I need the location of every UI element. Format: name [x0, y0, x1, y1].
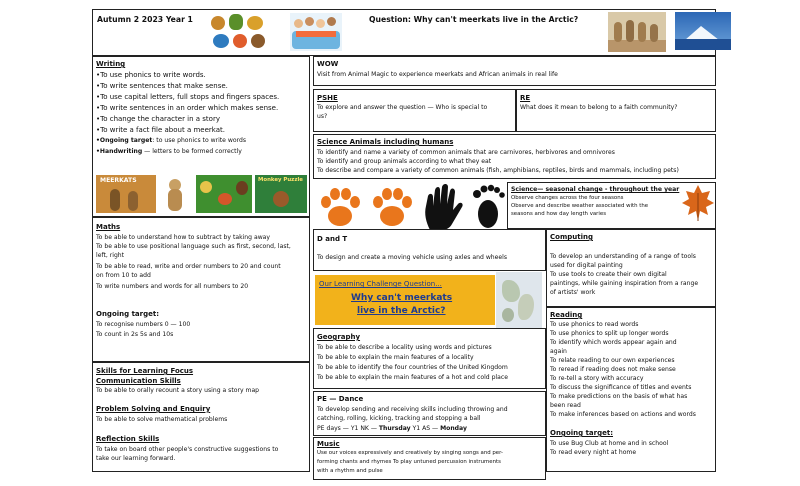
pe-title: PE — Dance — [317, 395, 364, 403]
computing-line: To use tools to create their own digital — [550, 271, 667, 278]
maths-line: on from 10 to add — [96, 272, 151, 279]
maths-line: left, right — [96, 252, 125, 259]
pe-box — [313, 391, 546, 436]
pe-days-prefix: PE days — Y1 NK — — [317, 425, 379, 432]
writing-item: •To use capital letters, full stops and fingers spaces. — [96, 93, 280, 101]
monkey-puzzle-image — [255, 175, 307, 213]
reading-ongoing-line: To use Bug Club at home and in school — [550, 440, 669, 447]
writing-box — [92, 56, 310, 217]
handwriting-label: •Handwriting — [96, 148, 143, 155]
reading-line: To relate reading to our own experiences — [550, 357, 675, 364]
geography-line: To be able to describe a locality using words and pictures — [317, 344, 492, 351]
maths-ongoing-line: To count in 2s 5s and 10s — [96, 331, 174, 338]
reading-line: To re-tell a story with accuracy — [550, 375, 644, 382]
science-box — [313, 134, 716, 179]
reading-line: been read — [550, 402, 581, 409]
geography-line: To be able to explain the main features of a locality — [317, 354, 474, 361]
pe-line: To develop sending and receiving skills including throwing and — [317, 406, 508, 413]
maths-ongoing-line: To recognise numbers 0 — 100 — [96, 321, 191, 328]
reading-line: To use phonics to read words — [550, 321, 639, 328]
music-line: with a rhythm and pulse — [317, 468, 383, 474]
skills-title: Skills for Learning Focus — [96, 367, 194, 375]
re-box — [516, 89, 716, 132]
dt-text: To design and create a moving vehicle using axles and wheels — [317, 254, 508, 261]
dt-title: D and T — [317, 235, 348, 243]
pe-line: catching, rolling, kicking, tracking and stopping a ball — [317, 415, 481, 422]
reading-line: To use phonics to split up longer words — [550, 330, 669, 337]
pe-day-2: Monday — [440, 425, 467, 432]
paw-print-icon — [316, 186, 364, 230]
writing-handwriting — [96, 149, 242, 155]
maths-box — [92, 217, 310, 362]
skills-line: To be able to orally recount a story using a story map — [96, 387, 260, 394]
pshe-line: To explore and answer the question — Who is special to — [317, 104, 488, 111]
writing-ongoing-label: •Ongoing target — [96, 137, 153, 144]
monkey-puzzle-label: Monkey Puzzle — [258, 177, 303, 183]
meerkats-header-image — [608, 12, 666, 52]
science-line: To identify and name a variety of common animals that are carnivores, herbivores and omnivores — [317, 149, 615, 156]
reading-line: To make inferences based on actions and words — [550, 411, 696, 418]
world-map-image — [496, 272, 542, 328]
music-line: forming chants and rhymes To play untuned percussion instruments — [317, 459, 501, 465]
pe-days-mid: Y1 AS — — [410, 425, 441, 432]
music-line: Use our voices expressively and creatively by singing songs and per- — [317, 450, 503, 456]
maths-line: To be able to understand how to subtract by taking away — [96, 234, 271, 241]
skills-heading: Problem Solving and Enquiry — [96, 405, 211, 413]
jungle-animals-image — [196, 175, 252, 213]
arctic-iceberg-image — [675, 12, 731, 50]
challenge-banner — [315, 275, 495, 325]
pshe-line: us? — [317, 113, 328, 120]
reading-line: To make predictions on the basis of what has — [550, 393, 688, 400]
music-box — [313, 437, 546, 480]
maths-line: To be able to use positional language such as first, second, last, — [96, 243, 291, 250]
skills-line: To take on board other people's constructive suggestions to — [96, 446, 279, 453]
animal-toys-image — [207, 12, 269, 52]
computing-line: of artists' work — [550, 289, 596, 296]
computing-line: used for digital painting — [550, 262, 623, 269]
writing-item: •To use phonics to write words. — [96, 71, 206, 79]
writing-item: •To write sentences in an order which makes sense. — [96, 104, 279, 112]
reading-ongoing-title: Ongoing target: — [550, 429, 614, 437]
maths-ongoing-title: Ongoing target: — [96, 310, 160, 318]
writing-item: •To write sentences that make sense. — [96, 82, 228, 90]
re-text: What does it mean to belong to a faith community? — [520, 104, 678, 111]
wow-box — [313, 56, 716, 86]
pe-days — [317, 426, 467, 432]
reading-title: Reading — [550, 311, 583, 319]
skills-line: take our learning forward. — [96, 455, 176, 462]
autumn-leaf-icon — [680, 183, 716, 223]
skills-box — [92, 362, 310, 472]
writing-title: Writing — [96, 60, 126, 68]
wow-text: Visit from Animal Magic to experience meerkats and African animals in real life — [317, 71, 558, 78]
maths-title: Maths — [96, 223, 121, 231]
pshe-box — [313, 89, 516, 132]
challenge-line1: Why can't meerkats — [351, 293, 453, 303]
skills-line: To be able to solve mathematical problems — [96, 416, 228, 423]
challenge-line2: live in the Arctic? — [357, 306, 446, 316]
writing-item: •To change the character in a story — [96, 115, 220, 123]
seasonal-line: Observe changes across the four seasons — [511, 195, 624, 201]
handwriting-text: — letters to be formed correctly — [142, 148, 242, 155]
reading-line: To identify which words appear again and — [550, 339, 677, 346]
re-title: RE — [520, 94, 531, 102]
dt-box — [313, 229, 546, 271]
header-question: Question: Why can't meerkats live in the Arctic? — [369, 15, 579, 24]
computing-line: To develop an understanding of a range of tools — [550, 253, 696, 260]
pe-day-1: Thursday — [378, 425, 411, 432]
skills-heading: Reflection Skills — [96, 435, 160, 443]
term-title: Autumn 2 2023 Year 1 — [97, 15, 193, 24]
maths-line: To write numbers and words for all numbers to 20 — [96, 283, 249, 290]
geography-line: To be able to identify the four countries of the United Kingdom — [317, 364, 508, 371]
computing-box — [546, 229, 716, 307]
geography-title: Geography — [317, 333, 361, 341]
skills-heading: Communication Skills — [96, 377, 181, 385]
meerkats-book-image — [96, 175, 156, 213]
maths-line: To be able to read, write and order numbers to 20 and count — [96, 263, 281, 270]
writing-ongoing — [96, 138, 246, 144]
handprint-icon — [420, 182, 464, 232]
seasonal-line: seasons and how day length varies — [511, 211, 607, 217]
science-line: To identify and group animals according to what they eat — [317, 158, 492, 165]
wow-title: WOW — [317, 60, 339, 68]
geography-box — [313, 328, 546, 389]
reading-line: To reread if reading does not make sense — [550, 366, 676, 373]
writing-item: •To write a fact file about a meerkat. — [96, 126, 225, 134]
children-image — [290, 13, 342, 51]
reading-line: again — [550, 348, 567, 355]
meerkat-cartoon-image — [159, 175, 193, 213]
seasonal-title: Science— seasonal change - throughout the year — [511, 186, 680, 193]
pshe-title: PSHE — [317, 94, 338, 102]
challenge-title: Our Learning Challenge Question... — [319, 280, 442, 288]
computing-line: paintings, while gaining inspiration from a range — [550, 280, 699, 287]
reading-line: To discuss the significance of titles and events — [550, 384, 692, 391]
science-line: To describe and compare a variety of common animals (fish, amphibians, reptiles, birds and mammals, including pets) — [317, 167, 679, 174]
geography-line: To be able to explain the main features of a hot and cold place — [317, 374, 508, 381]
writing-ongoing-text: : to use phonics to write words — [152, 137, 247, 144]
reading-box — [546, 307, 716, 472]
music-title: Music — [317, 440, 340, 448]
reading-ongoing-line: To read every night at home — [550, 449, 637, 456]
paw-print-icon — [368, 186, 416, 230]
seasonal-line: Observe and describe weather associated with the — [511, 203, 649, 209]
meerkats-book-label: MEERKATS — [100, 177, 137, 184]
footprint-icon — [468, 182, 508, 230]
science-title: Science Animals including humans — [317, 138, 454, 146]
computing-title: Computing — [550, 233, 593, 241]
